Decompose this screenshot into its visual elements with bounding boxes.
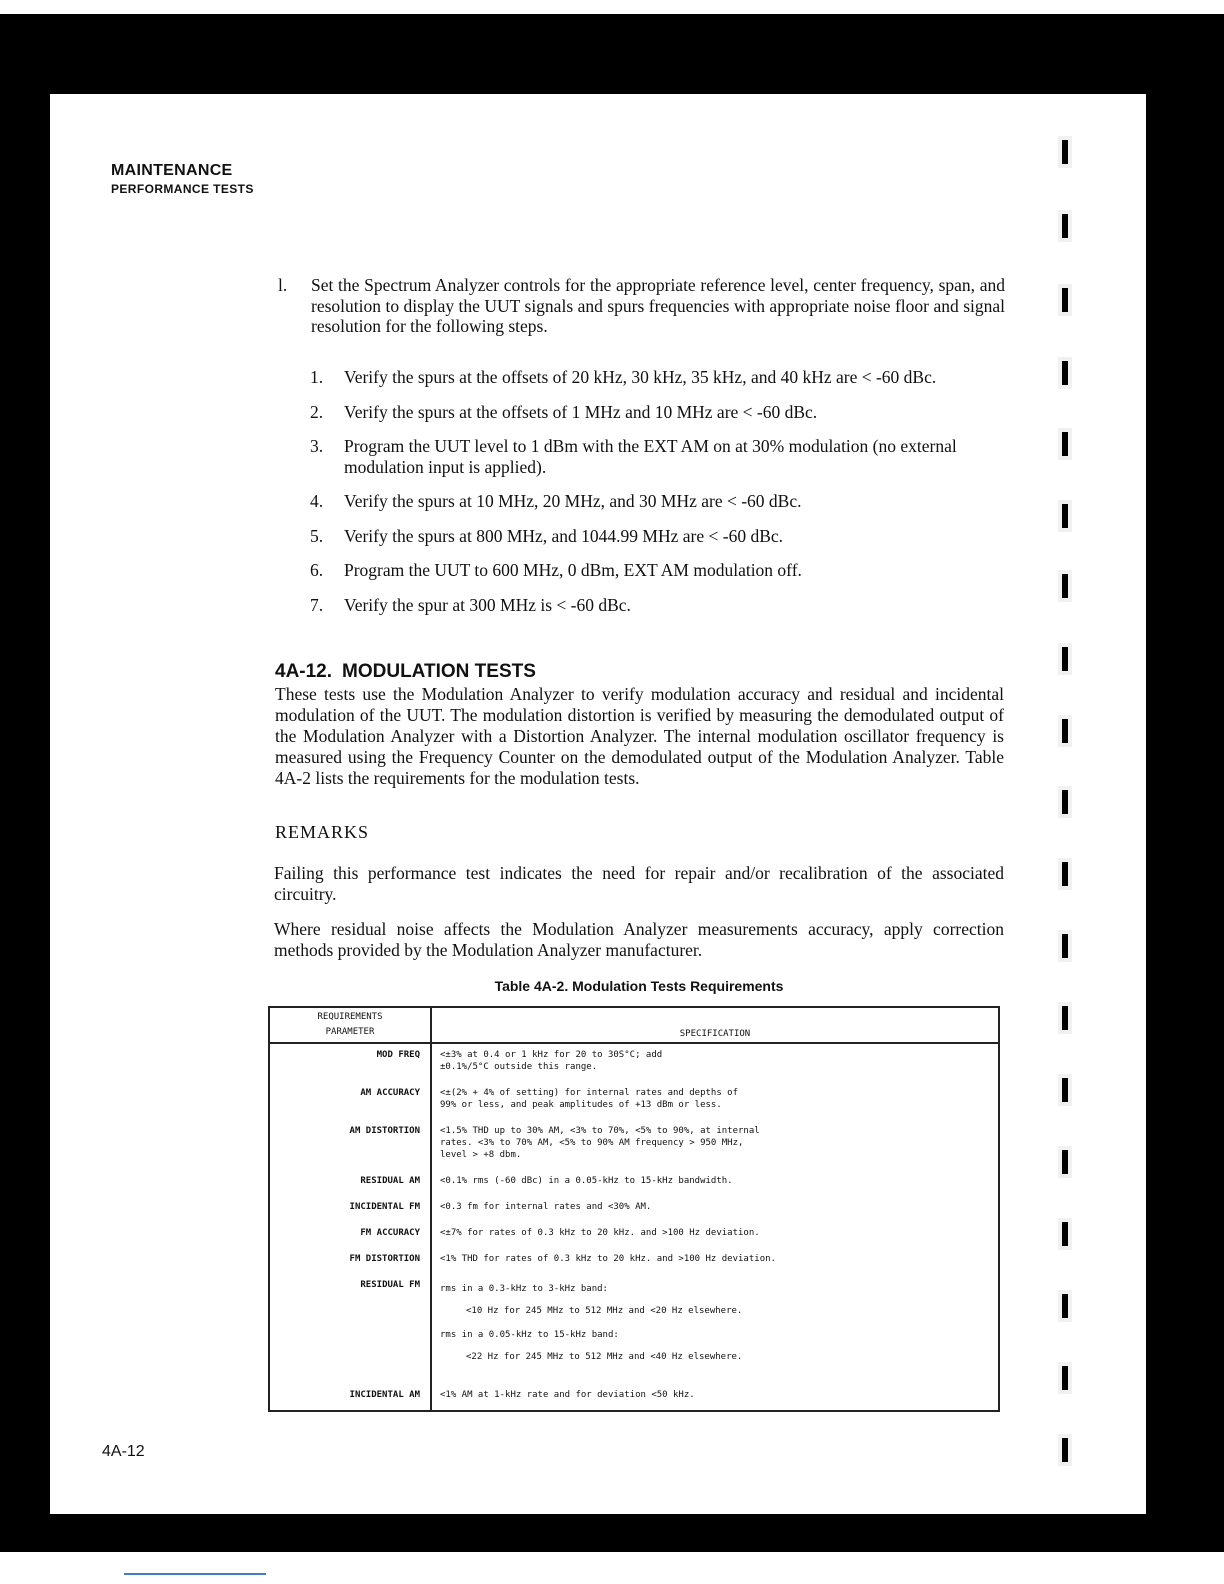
section-title: MODULATION TESTS	[342, 661, 536, 682]
binder-mark	[1058, 357, 1072, 389]
scan-border-top	[0, 0, 1224, 14]
specification-cell	[431, 1384, 999, 1411]
parameter-cell: FM ACCURACY	[269, 1222, 431, 1248]
parameter-cell: INCIDENTAL FM	[269, 1196, 431, 1222]
page-number: 4A-12	[102, 1443, 145, 1460]
list-item-number: 3.	[310, 436, 324, 456]
binder-mark	[1058, 428, 1072, 460]
verification-steps-list	[310, 367, 1004, 629]
table-header-row	[269, 1007, 999, 1043]
parameter-cell: AM DISTORTION	[269, 1120, 431, 1170]
requirements-table	[268, 1006, 1000, 1412]
binder-mark	[1058, 643, 1072, 675]
parameter-cell: INCIDENTAL AM	[269, 1384, 431, 1411]
binder-mark	[1058, 1074, 1072, 1106]
binder-mark	[1058, 1218, 1072, 1250]
binder-mark	[1058, 1362, 1072, 1394]
specification-cell	[431, 1222, 999, 1248]
list-item	[310, 525, 1004, 547]
binder-mark	[1058, 210, 1072, 242]
table-row	[269, 1248, 999, 1274]
list-item	[310, 367, 1004, 388]
spec-line: rates. <3% to 70% AM, <5% to 90% AM frequency > 950 MHz,	[440, 1138, 744, 1148]
list-item-number: 2.	[310, 401, 324, 422]
parameter-cell: FM DISTORTION	[269, 1248, 431, 1274]
binder-mark	[1058, 500, 1072, 532]
scan-border-bottom	[0, 1552, 1224, 1584]
binder-mark	[1058, 1002, 1072, 1034]
spec-line: <±7% for rates of 0.3 kHz to 20 kHz. and >100 Hz deviation.	[440, 1228, 760, 1238]
specification-cell	[431, 1274, 999, 1384]
binder-mark	[1058, 786, 1072, 818]
list-item-text: Verify the spurs at the offsets of 20 kHz, 30 kHz, 35 kHz, and 40 kHz are < -60 dBc.	[344, 367, 937, 387]
step-text: Set the Spectrum Analyzer controls for the appropriate reference level, center frequency, span, and resolution to display the UUT signals and spurs frequencies with appropriate noise floor and signal resolution for the following steps.	[311, 275, 1005, 336]
table-row	[269, 1043, 999, 1082]
list-item	[310, 560, 1004, 581]
spec-line: <±(2% + 4% of setting) for internal rates and depths of	[440, 1088, 739, 1098]
specification-cell	[431, 1170, 999, 1196]
list-item-text: Verify the spurs at 10 MHz, 20 MHz, and 30 MHz are < -60 dBc.	[344, 491, 802, 511]
binder-mark	[1058, 284, 1072, 316]
spec-line: ±0.1%/5°C outside this range.	[440, 1062, 598, 1072]
section-number: 4A-12.	[275, 661, 333, 682]
table-row	[269, 1384, 999, 1411]
specification-cell	[431, 1082, 999, 1120]
spec-line: <1% AM at 1-kHz rate and for deviation <50 kHz.	[440, 1390, 695, 1400]
list-item	[310, 594, 1004, 616]
list-item-text: Program the UUT to 600 MHz, 0 dBm, EXT AM modulation off.	[344, 560, 802, 580]
spec-line: <±3% at 0.4 or 1 kHz for 20 to 30S°C; add	[440, 1050, 663, 1060]
binder-mark	[1058, 1146, 1072, 1178]
spec-line: <10 Hz for 245 MHz to 512 MHz and <20 Hz elsewhere.	[466, 1306, 743, 1316]
step-l-paragraph	[278, 275, 1005, 337]
parameter-cell: MOD FREQ	[269, 1043, 431, 1082]
binder-mark	[1058, 715, 1072, 747]
failing-paragraph: Failing this performance test indicates the need for repair and/or recalibration of the associated circuitry.	[274, 863, 1004, 904]
spec-line: rms in a 0.05-kHz to 15-kHz band:	[440, 1330, 619, 1340]
spec-line: <1% THD for rates of 0.3 kHz to 20 kHz. and >100 Hz deviation.	[440, 1254, 776, 1264]
list-item	[310, 436, 1004, 477]
binder-mark	[1058, 858, 1072, 890]
table-row	[269, 1082, 999, 1120]
binder-mark	[1058, 930, 1072, 962]
specification-cell	[431, 1120, 999, 1170]
document-page	[50, 94, 1146, 1514]
spec-line: 99% or less, and peak amplitudes of +13 dBm or less.	[440, 1100, 722, 1110]
running-header-subtitle: PERFORMANCE TESTS	[111, 182, 254, 196]
spec-line: <1.5% THD up to 30% AM, <3% to 70%, <5% to 90%, at internal	[440, 1126, 760, 1136]
specification-column-header: SPECIFICATION	[431, 1007, 999, 1043]
section-heading	[275, 661, 536, 683]
parameter-cell: RESIDUAL AM	[269, 1170, 431, 1196]
table-row	[269, 1222, 999, 1248]
binder-mark	[1058, 136, 1072, 168]
list-item-text: Program the UUT level to 1 dBm with the EXT AM on at 30% modulation (no external modulation input is applied).	[344, 436, 957, 477]
parameter-cell: RESIDUAL FM	[269, 1274, 431, 1384]
running-header-title: MAINTENANCE	[111, 162, 233, 179]
list-item	[310, 491, 1004, 512]
list-item-text: Verify the spur at 300 MHz is < -60 dBc.	[344, 594, 631, 615]
parameter-cell: AM ACCURACY	[269, 1082, 431, 1120]
header-line: PARAMETER	[325, 1027, 375, 1037]
list-item-number: 7.	[310, 594, 324, 615]
table-row	[269, 1196, 999, 1222]
step-label: l.	[278, 275, 288, 295]
list-item-number: 6.	[310, 560, 324, 580]
scan-artifact-line	[124, 1573, 266, 1575]
specification-cell	[431, 1196, 999, 1222]
list-item-number: 5.	[310, 525, 324, 546]
spec-line: level > +8 dbm.	[440, 1150, 522, 1160]
intro-paragraph: These tests use the Modulation Analyzer to verify modulation accuracy and residual and incidental modulation of the UUT. The modulation distortion is verified by measuring the demodulated output of the Modulation Analyzer with a Distortion Analyzer. The internal modulation oscillator frequency is measured using the Frequency Counter on the demodulated output of the Modulation Analyzer. Table 4A-2 lists the requirements for the modulation tests.	[275, 684, 1004, 788]
residual-noise-paragraph: Where residual noise affects the Modulation Analyzer measurements accuracy, apply correction methods provided by the Modulation Analyzer manufacturer.	[274, 919, 1004, 960]
table-row	[269, 1170, 999, 1196]
parameter-column-header	[269, 1007, 431, 1043]
spec-line: <0.1% rms (-60 dBc) in a 0.05-kHz to 15-kHz bandwidth.	[440, 1176, 733, 1186]
table-row	[269, 1274, 999, 1384]
binder-mark	[1058, 1290, 1072, 1322]
list-item	[310, 401, 1004, 423]
binder-mark	[1058, 570, 1072, 602]
remarks-heading: REMARKS	[275, 822, 370, 842]
spec-line: <0.3 fm for internal rates and <30% AM.	[440, 1202, 652, 1212]
specification-cell	[431, 1043, 999, 1082]
list-item-number: 1.	[310, 367, 324, 387]
table-row	[269, 1120, 999, 1170]
binder-mark	[1058, 1434, 1072, 1466]
spec-line: <22 Hz for 245 MHz to 512 MHz and <40 Hz elsewhere.	[466, 1352, 743, 1362]
list-item-text: Verify the spurs at 800 MHz, and 1044.99 MHz are < -60 dBc.	[344, 525, 784, 546]
specification-cell	[431, 1248, 999, 1274]
list-item-text: Verify the spurs at the offsets of 1 MHz and 10 MHz are < -60 dBc.	[344, 401, 818, 422]
table-caption: Table 4A-2. Modulation Tests Requirements	[494, 978, 784, 994]
header-line: REQUIREMENTS	[317, 1012, 383, 1022]
spec-line: rms in a 0.3-kHz to 3-kHz band:	[440, 1284, 608, 1294]
list-item-number: 4.	[310, 491, 324, 511]
